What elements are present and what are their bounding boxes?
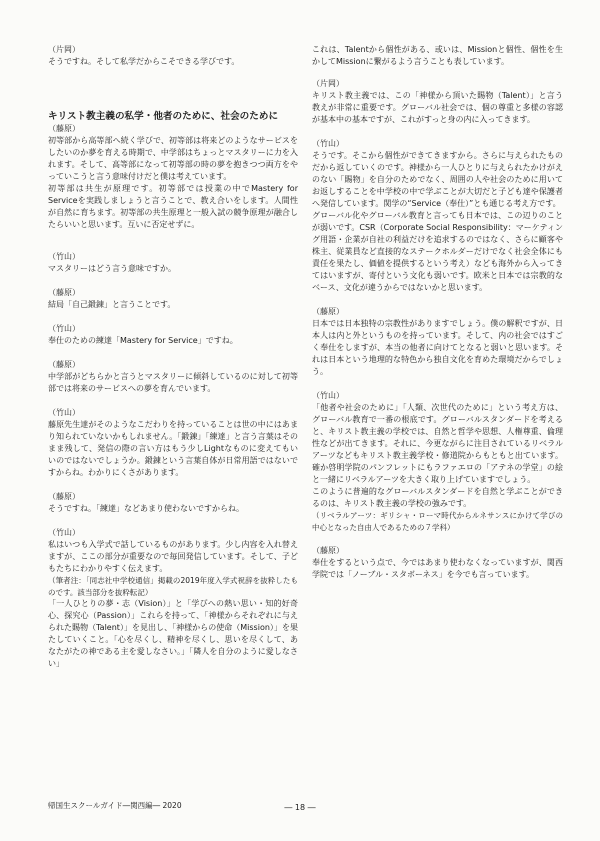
speaker-label: （藤原） [312, 307, 344, 316]
speaker-label: （竹山） [312, 139, 344, 148]
dialogue-text: そうですね。「練達」などあまり使わないですからね。 [48, 504, 244, 513]
speaker-label: （片岡） [48, 45, 80, 54]
dialogue-text: 日本では日本独特の宗教性がありますでしょう。僕の解釈ですが、日本人は内と外というものを持っています。そして、内の社会ではすごく奉仕をしますが、本当の他者に向けてとなると弱いと思います。それは日本という地理的な特色から独自文化を育めた環境だからでしょう。 [312, 319, 563, 376]
dialogue-block [48, 123, 298, 231]
dialogue-text: キリスト教主義では、この「神様から頂いた賜物（Talent）」と言う教えが非常に重要です。グローバル社会では、個の尊重と多様の容認が基本中の基本ですが、これがすっと身の内に入ってきます。 [312, 91, 563, 124]
speaker-label: （藤原） [48, 492, 80, 501]
speaker-label: （藤原） [312, 546, 344, 555]
dialogue-block [312, 78, 563, 126]
dialogue-text: そうです。そこから個性ができてきますから。さらに与えられたものだから返していくのです。神様から一人ひとりに与えられたかけがえのない「賜物」を自分のためでなく、周囲の人や社会のために用いてお返しすることを中学校の中で学ぶことが大切だと子ども達や保護者へ発信しています。関学の“Service（奉仕）”とも通じる考え方です。 グローバル化やグローバル教育と言っても日本では、この辺りのことが弱いです。CSR（Corporate Social Responsibility：マーケティング用語・企業が自社の利益だけを追求するのではなく、さらに顧客や株主、従業員など直接的なステークホルダーだけでなく社会全体にも責任を果たし、価値を提供するという考え）なども海外から入ってきてはいますが、寄付という文化も弱いです。欧米と日本では宗教的なベース、文化が違うからではないかと思います。 [312, 151, 563, 292]
dialogue-block [48, 407, 298, 479]
speaker-label: （竹山） [48, 324, 80, 333]
dialogue-block [48, 491, 298, 515]
dialogue-block [48, 359, 298, 395]
dialogue-text: 初等部から高等部へ続く学びで、初等部は将来どのようなサービスをしたいのか夢を育える時期で、中学部はちょっとマスタリーに力を入れます。そして、高等部になって初等部の時の夢を抱きつつ両方をやっていこうと言う意味付けだと僕は考えています。 初等部は共生が原理です。初等部では授業の中でMastery for Serviceを実践しましょうと言うことで、教え合いをします。人間性が自然に育ちます。初等部の共生原理と一般入試の競争原理が融合したらいいと思います。互いに否定せずに。 [48, 136, 298, 229]
speaker-label: （藤原） [48, 288, 80, 297]
dialogue-text: 結局「自己鍛錬」と言うことです。 [48, 300, 176, 309]
speaker-label: （藤原） [48, 124, 80, 133]
dialogue-text: これは、Talentから個性がある、或いは、Missionと個性、個性を生かしてMissionに繋がるよう言うことも表しています。 [312, 45, 563, 66]
page-number: ― 18 ― [284, 803, 316, 812]
dialogue-text: 中学部がどちらかと言うとマスタリーに傾斜しているのに対して初等部では将来のサービスへの夢を育んでいます。 [48, 372, 298, 393]
dialogue-block [48, 44, 298, 68]
dialogue-block [48, 527, 298, 670]
dialogue-text: そうですね。そして私学だからこそできる学びです。 [48, 57, 240, 66]
dialogue-block [48, 323, 298, 347]
dialogue-text: 奉仕のための練達「Mastery for Service」ですね。 [48, 336, 238, 345]
left-column [48, 44, 298, 670]
dialogue-text: 奉仕をするという点で、今ではあまり使わなくなっていますが、関西学院では「ノーブル・スタボーネス」を今でも言っています。 [312, 558, 563, 579]
speaker-label: （片岡） [312, 79, 344, 88]
dialogue-text: 「他者や社会のために」「人類、次世代のために」という考え方は、グローバル教育で一番の根底です。グローバルスタンダードを考えると、キリスト教主義の学校では、自然と哲学や思想、人権尊重、倫理性などが出てきます。それに、今更ながらに注目されているリベラルアーツなどもキリスト教主義学校・修道院からもともと出ています。確か啓明学院のパンフレットにもラファエロの「アテネの学堂」の絵と一緒にリベラルアーツを大きく取り上げていますでしょう。 このように普遍的なグローバルスタンダードを自然と学ぶことができるのは、キリスト教主義の学校の強みです。 [312, 403, 563, 508]
dialogue-block [312, 545, 563, 581]
speaker-label: （竹山） [48, 528, 80, 537]
dialogue-block [312, 44, 563, 68]
right-column [312, 44, 563, 581]
dialogue-text: マスタリーはどう言う意味ですか。 [48, 264, 176, 273]
editor-note: （リベラルアーツ：ギリシャ・ローマ時代からルネサンスにかけて学びの中心となった自由人であるための７学科） [312, 511, 563, 532]
dialogue-block [312, 306, 563, 378]
dialogue-block [312, 390, 563, 533]
dialogue-text: 私はいつも入学式で話しているものがあります。少し内容を入れ替えますが、ここの部分が重要なので毎回発信しています。そして、子どもたちにわかりやすく伝えます。 [48, 540, 298, 573]
speaker-label: （竹山） [48, 408, 80, 417]
speaker-label: （竹山） [312, 391, 344, 400]
publication-title: 帰国生スクールガイド―関西編― 2020 [48, 801, 182, 810]
section-heading: キリスト教主義の私学・他者のために、社会のために [48, 111, 279, 122]
dialogue-block [48, 251, 298, 275]
speaker-label: （藤原） [48, 360, 80, 369]
speaker-label: （竹山） [48, 252, 80, 261]
dialogue-block [312, 138, 563, 294]
dialogue-block [48, 287, 298, 311]
quoted-text: 「一人ひとりの夢・志（Vision）」と「学びへの熱い思い・知的好奇心、探究心（Passion）」これらを持って、「神様からそれぞれに与えられた賜物（Talent）」を見出し、「神様からの使命（Mission）」を果たしていくこと。「心を尽くし、精神を尽くし、思いを尽くして、あなたがたの神である主を愛しなさい。」「隣人を自分のように愛しなさい」 [48, 599, 298, 668]
dialogue-text: 藤原先生達がそのようなこだわりを持っていることは世の中にはあまり知られていないかもしれません。「鍛錬」「練達」と言う言葉はそのまま残して、発信の際の言い方はもう少しLightなものに変えてもいいのではないでしょうか。鍛錬という言葉自体が日常用語ではないですからね。わかりにくさがあります。 [48, 420, 298, 477]
editor-note: （筆者注：「同志社中学校通信」掲載の2019年度入学式祝辞を抜粋したものです。該当部分を抜粋転記） [48, 576, 298, 597]
